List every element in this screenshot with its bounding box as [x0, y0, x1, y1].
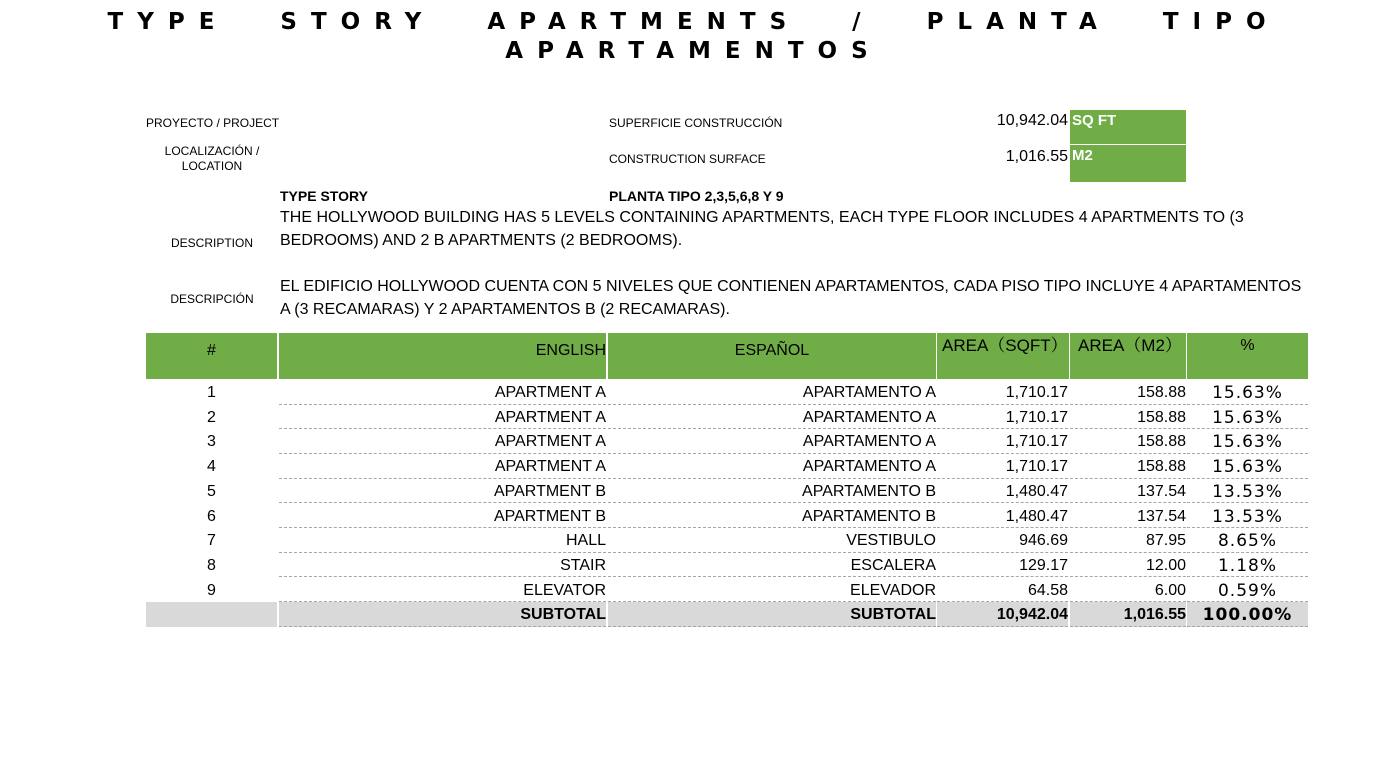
type-story-label: TYPE STORY: [280, 188, 368, 204]
row-english: APARTMENT A: [279, 405, 606, 430]
row-pct: 15.63%: [1187, 454, 1308, 479]
table-row: [146, 454, 1308, 479]
row-area-m2: 158.88: [1070, 380, 1186, 405]
descripcion-label: DESCRIPCIÓN: [170, 292, 254, 306]
subtotal-pct: 100.00%: [1187, 602, 1308, 627]
row-area-m2: 6.00: [1070, 578, 1186, 603]
row-espanol: APARTAMENTO B: [608, 479, 936, 504]
page-title: [0, 8, 1387, 66]
row-english: HALL: [279, 528, 606, 553]
row-area-sqft: 1,480.47: [937, 479, 1068, 504]
description-label: DESCRIPTION: [170, 236, 253, 250]
row-area-sqft: 1,480.47: [937, 504, 1068, 529]
subtotal-espanol: SUBTOTAL: [608, 602, 936, 627]
header-area-m2: AREA（M2）: [1070, 333, 1186, 379]
subtotal-sqft: 10,942.04: [937, 602, 1068, 627]
row-espanol: ESCALERA: [608, 553, 936, 578]
row-espanol: APARTAMENTO A: [608, 405, 936, 430]
row-pct: 15.63%: [1187, 380, 1308, 405]
row-area-sqft: 1,710.17: [937, 405, 1068, 430]
type-story-value: PLANTA TIPO 2,3,5,6,8 Y 9: [609, 188, 784, 204]
subtotal-row: [146, 602, 1308, 627]
row-area-m2: 137.54: [1070, 479, 1186, 504]
unit-m2-badge: M2: [1070, 145, 1186, 182]
row-area-m2: 158.88: [1070, 405, 1186, 430]
row-num: 7: [207, 532, 216, 550]
header-num: #: [146, 333, 277, 379]
row-pct: 15.63%: [1187, 405, 1308, 430]
project-label: PROYECTO / PROJECT: [146, 116, 280, 130]
subtotal-english: SUBTOTAL: [279, 602, 606, 627]
row-area-sqft: 1,710.17: [937, 380, 1068, 405]
surface-sqft-value: 10,942.04: [996, 112, 1068, 129]
unit-sqft-badge: SQ FT: [1070, 110, 1186, 144]
row-espanol: APARTAMENTO A: [608, 429, 936, 454]
row-num: 2: [207, 408, 216, 426]
row-english: APARTMENT B: [279, 479, 606, 504]
table-row: [146, 429, 1308, 454]
row-area-m2: 158.88: [1070, 429, 1186, 454]
subtotal-num-cell: [146, 602, 277, 627]
row-pct: 13.53%: [1187, 504, 1308, 529]
row-num: 5: [207, 482, 216, 500]
row-english: ELEVATOR: [279, 578, 606, 603]
surface-m2-value: 1,016.55: [1005, 148, 1068, 165]
location-label: LOCALIZACIÓN / LOCATION: [164, 144, 260, 173]
row-num: 3: [207, 433, 216, 451]
row-area-sqft: 64.58: [937, 578, 1068, 603]
table-row: [146, 504, 1308, 529]
row-english: APARTMENT A: [279, 454, 606, 479]
row-english: STAIR: [279, 553, 606, 578]
row-num: 6: [207, 507, 216, 525]
row-area-sqft: 1,710.17: [937, 429, 1068, 454]
header-area-sqft: AREA（SQFT）: [937, 333, 1069, 379]
row-pct: 15.63%: [1187, 429, 1308, 454]
header-pct: %: [1187, 333, 1308, 379]
row-pct: 13.53%: [1187, 479, 1308, 504]
title-line-1: TYPE STORY APARTMENTS / PLANTA TIPO: [107, 9, 1280, 35]
surface-label-es: SUPERFICIE CONSTRUCCIÓN: [609, 116, 783, 130]
table-row: [146, 405, 1308, 430]
row-english: APARTMENT B: [279, 504, 606, 529]
row-area-m2: 87.95: [1070, 528, 1186, 553]
header-english: ENGLISH: [279, 333, 606, 379]
row-num: 8: [207, 556, 216, 574]
subtotal-m2: 1,016.55: [1070, 602, 1186, 627]
row-pct: 1.18%: [1187, 553, 1308, 578]
description-en: THE HOLLYWOOD BUILDING HAS 5 LEVELS CONTAINING APARTMENTS, EACH TYPE FLOOR INCLUDES 4 APARTMENTS TO (3 BEDROOMS) AND 2 B APARTMENTS (2 BEDROOMS).: [280, 209, 1244, 249]
row-area-sqft: 129.17: [937, 553, 1068, 578]
row-espanol: ELEVADOR: [608, 578, 936, 603]
row-area-sqft: 946.69: [937, 528, 1068, 553]
title-line-2: APARTAMENTOS: [505, 38, 882, 64]
row-area-m2: 158.88: [1070, 454, 1186, 479]
row-area-m2: 12.00: [1070, 553, 1186, 578]
row-espanol: APARTAMENTO A: [608, 380, 936, 405]
row-english: APARTMENT A: [279, 380, 606, 405]
table-row: [146, 528, 1308, 553]
row-pct: 8.65%: [1187, 528, 1308, 553]
row-espanol: APARTAMENTO B: [608, 504, 936, 529]
row-num: 1: [207, 384, 216, 401]
table-row: [146, 578, 1308, 603]
row-area-sqft: 1,710.17: [937, 454, 1068, 479]
header-espanol: ESPAÑOL: [608, 333, 936, 379]
description-es: EL EDIFICIO HOLLYWOOD CUENTA CON 5 NIVELES QUE CONTIENEN APARTAMENTOS, CADA PISO TIPO INCLUYE 4 APARTAMENTOS A (3 RECAMARAS) Y 2 APARTAMENTOS B (2 RECAMARAS).: [280, 278, 1302, 318]
table-row: [146, 479, 1308, 504]
row-espanol: APARTAMENTO A: [608, 454, 936, 479]
row-area-m2: 137.54: [1070, 504, 1186, 529]
row-espanol: VESTIBULO: [608, 528, 936, 553]
row-num: 9: [207, 581, 216, 599]
row-english: APARTMENT A: [279, 429, 606, 454]
surface-label-en: CONSTRUCTION SURFACE: [609, 152, 766, 166]
row-pct: 0.59%: [1187, 578, 1308, 603]
table-row: [146, 553, 1308, 578]
table-row: [146, 380, 1308, 405]
row-num: 4: [207, 458, 216, 476]
